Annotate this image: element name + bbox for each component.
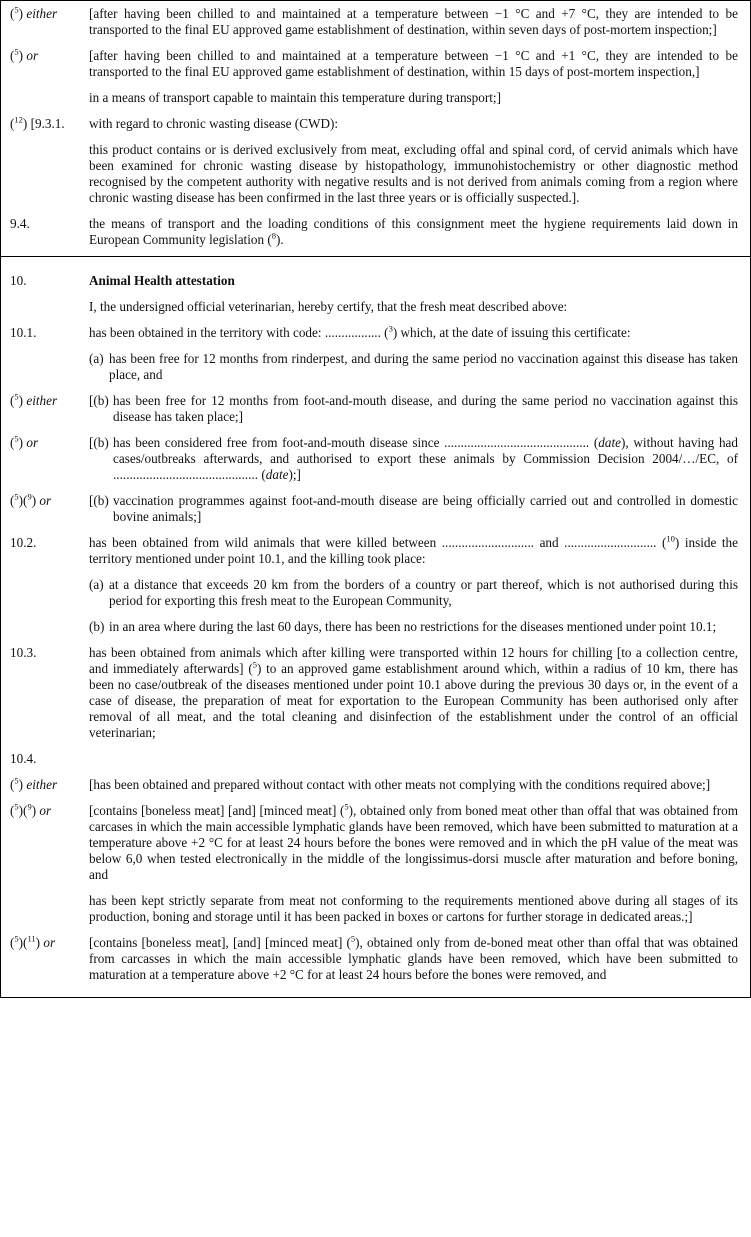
row-label: ($^5$) either (10, 4, 58, 21)
row-text: has been free for 12 months from rinderpest, and during the same period no vaccination against this disease has taken place, and (109, 351, 738, 382)
row-text: [contains [boneless meat] [and] [minced meat] ($^5$), obtained only from boned meat other than offal that was obtained from carcases in which the main accessible lymphatic glands have been removed, which have been submitted to maturation at a temperature above +2 °C for at least 24 hours before the bones were removed and in which the pH value of the meat was below 6,0 when tested electronically in the middle of the longissimus-dorsi muscle after maturation and before boning, and (89, 801, 738, 882)
row-label: ($^5$) or (10, 46, 39, 63)
row-text: has been obtained from animals which after killing were transported within 12 hours for chilling [to a collection centre, and immediately afterwards] ($^5$) to an approved game establishment around which, within a radius of 10 km, there has been no case/outbreak of the diseases mentioned under point 10.1 above during the previous 30 days or, in the event of a case of disease, the preparation of meat for exportation to the European Community has been authorised only after removal of all meat, and the total cleaning and disinfection of the establishment under the control of an official veterinarian; (89, 645, 738, 740)
row-label: ($^5$) either (10, 391, 58, 408)
row-cwd (1, 142, 750, 206)
row-label: 9.4. (10, 216, 30, 231)
item-marker: (b) (89, 619, 105, 634)
row-label: ($^{12}$) [9.3.1. (10, 114, 65, 131)
row-text: in an area where during the last 60 days, there has been no restrictions for the diseases mentioned under point 10.1; (109, 619, 717, 634)
row-text: has been obtained in the territory with code: ................. ($^3$) which, at the date of issuing this certificate: (89, 323, 631, 340)
row-10-4-separate (1, 893, 750, 925)
row-text: with regard to chronic wasting disease (CWD): (89, 116, 339, 131)
item-marker: [(b) (89, 435, 109, 450)
row-either-7c (1, 6, 750, 38)
section-title: Animal Health attestation (89, 273, 235, 288)
row-text: at a distance that exceeds 20 km from the borders of a country or part thereof, which is not authorised during this period for exporting this fresh meat to the European Community, (109, 577, 738, 608)
row-text: has been obtained from wild animals that were killed between ............................ and ............................ ($^{10}$) inside the territory mentioned under point 10.1, and the killing took place: (89, 533, 738, 566)
row-text: [after having been chilled to and maintained at a temperature between −1 °C and +7 °C, they are intended to be transported to the final EU approved game establishment of destination, within seven days of post-mortem inspection;] (89, 6, 738, 37)
row-text: [after having been chilled to and maintained at a temperature between −1 °C and +1 °C, they are intended to be transported to the final EU approved game establishment of destination, within 15 days of post-mortem inspection,] (89, 48, 738, 79)
section-9 (1, 1, 750, 256)
row-9-3-1 (1, 116, 750, 132)
row-10-4-either (1, 777, 750, 793)
row-10-2-b (1, 619, 750, 635)
row-label: 10.1. (10, 325, 37, 340)
row-intro (1, 299, 750, 315)
row-text: has been kept strictly separate from meat not conforming to the requirements mentioned above during all stages of its production, boning and storage until it has been packed in boxes or cartons for further storage in dedicated areas.;] (89, 893, 738, 924)
row-10-2 (1, 535, 750, 567)
row-text: the means of transport and the loading conditions of this consignment meet the hygiene requirements laid down in European Community legislation ($^8$). (89, 216, 738, 247)
item-marker: (a) (89, 351, 104, 366)
row-label: 10.4. (10, 751, 37, 766)
row-10-1-b-vacc (1, 493, 750, 525)
row-text: vaccination programmes against foot-and-mouth disease are being officially carried out and controlled in domestic bovine animals;] (113, 493, 738, 524)
row-10-4-or-6 (1, 803, 750, 883)
row-10-4 (1, 751, 750, 767)
row-label: ($^5$)($^{11}$) or (10, 933, 56, 950)
row-label: ($^5$) or (10, 433, 39, 450)
row-10-1 (1, 325, 750, 341)
row-label: ($^5$)($^9$) or (10, 801, 52, 818)
row-text: this product contains or is derived exclusively from meat, excluding offal and spinal cord, of cervid animals which have been examined for chronic wasting disease by histopathology, immunohistochemistry or other diagnostic method recognised by the competent authority with negative results and is not derived from animals coming from a region where chronic wasting disease has been confirmed in the last three years or is officially suspected.]. (89, 142, 738, 205)
row-label: ($^5$)($^9$) or (10, 491, 52, 508)
row-text: has been free for 12 months from foot-and-mouth disease, and during the same period no vaccination against this disease has taken place;] (113, 393, 738, 424)
row-10-1-b-either (1, 393, 750, 425)
row-label: 10.3. (10, 645, 37, 660)
row-text: in a means of transport capable to maintain this temperature during transport;] (89, 90, 501, 105)
row-10-1-a (1, 351, 750, 383)
row-text: [contains [boneless meat], [and] [minced meat] ($^5$), obtained only from de-boned meat other than offal that was obtained from carcasses in which the main accessible lymphatic glands have been removed, which have been submitted to maturation at a temperature above +2 °C for at least 24 hours before the bones were removed, and (89, 933, 738, 982)
row-label: 10. (10, 273, 27, 288)
row-text: has been considered free from foot-and-mouth disease since ............................................ (date), without having had cases/outbreaks afterwards, and authorised to export these animals by Commission Decision 2004/…/EC, of ............................................ (date);] (113, 435, 738, 482)
item-marker: [(b) (89, 493, 109, 508)
row-10-4-or-11 (1, 935, 750, 983)
row-10-1-b-or (1, 435, 750, 483)
row-label: ($^5$) either (10, 775, 58, 792)
row-10-3 (1, 645, 750, 741)
section-10 (1, 256, 750, 997)
row-10-2-a (1, 577, 750, 609)
row-text: I, the undersigned official veterinarian, hereby certify, that the fresh meat described above: (89, 299, 568, 314)
row-9-4 (1, 216, 750, 248)
section-10-heading (1, 273, 750, 289)
item-marker: (a) (89, 577, 104, 592)
row-label: 10.2. (10, 535, 37, 550)
item-marker: [(b) (89, 393, 109, 408)
row-or-1c (1, 48, 750, 80)
row-transport (1, 90, 750, 106)
row-text: [has been obtained and prepared without contact with other meats not complying with the conditions required above;] (89, 777, 711, 792)
